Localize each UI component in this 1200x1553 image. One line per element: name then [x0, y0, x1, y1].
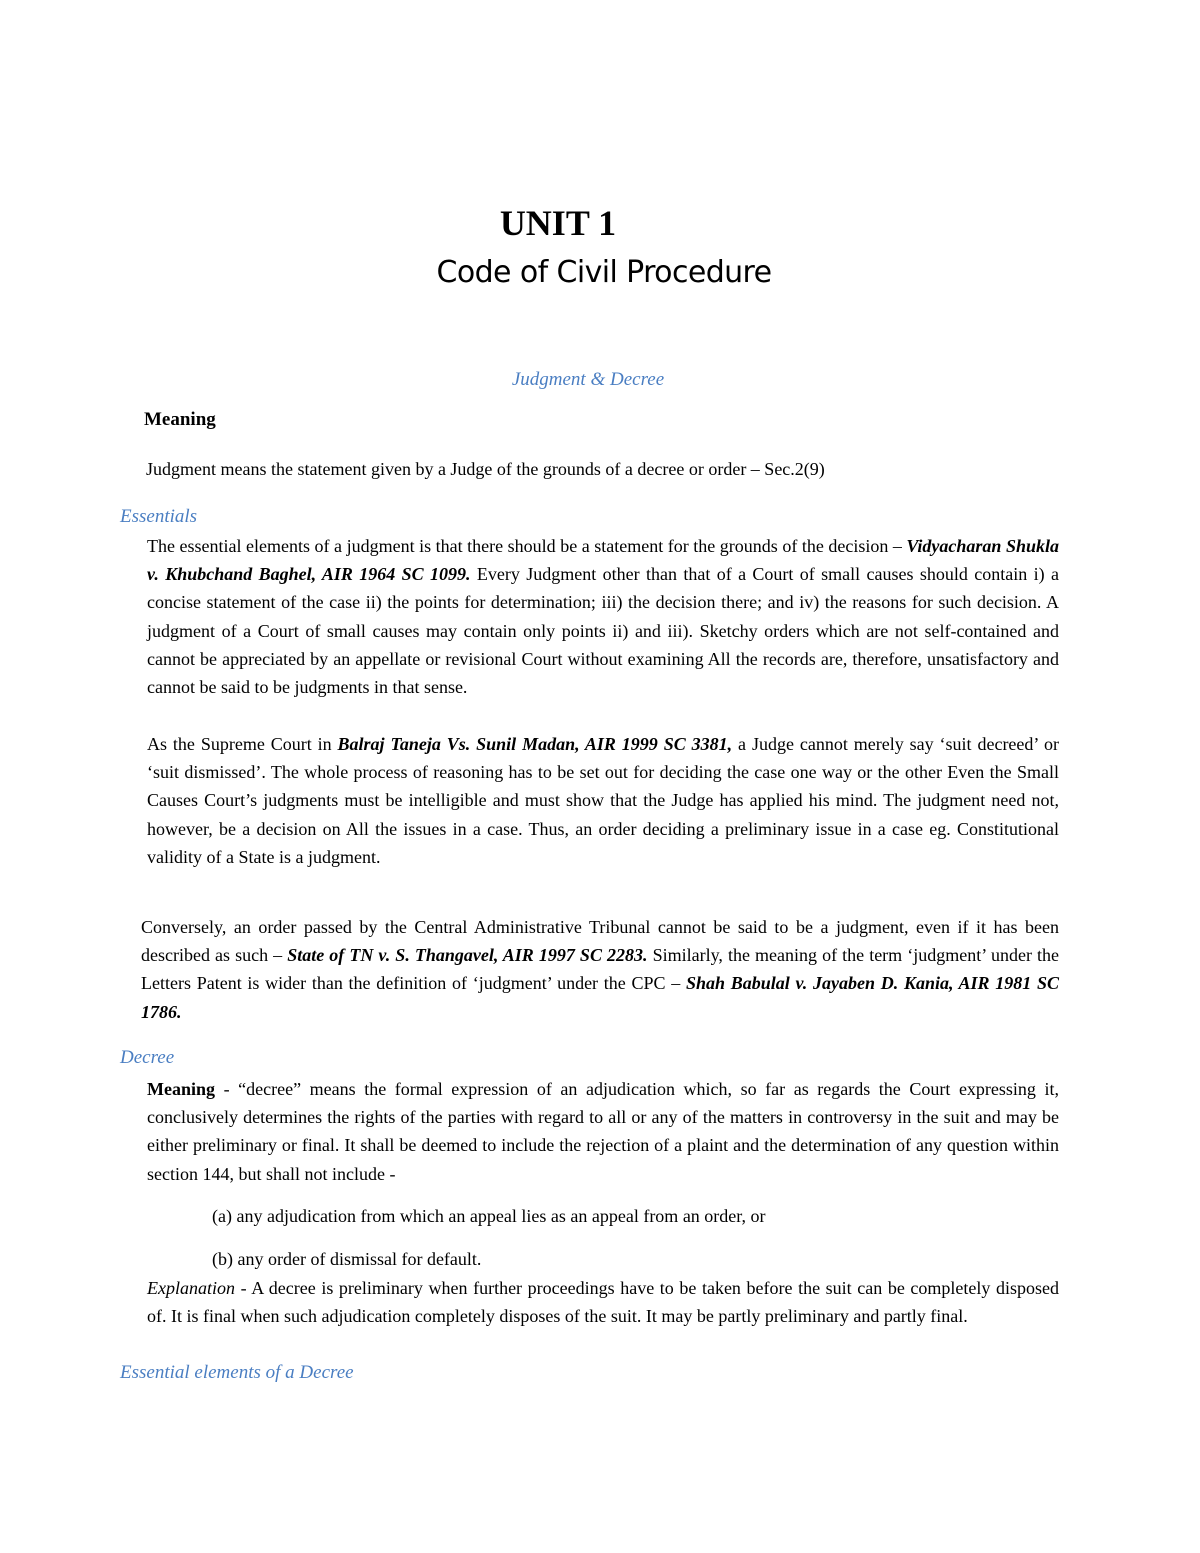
- paragraph-text: - A decree is preliminary when further proceedings have to be taken before the suit can be completely disposed of. It is final when such adjudication completely disposes of the suit. It may be partly preliminary and partly final.: [147, 1278, 1059, 1327]
- decree-meaning-label: Meaning: [147, 1079, 216, 1099]
- paragraph-text: Conversely, an order passed by the Central Administrative Tribunal cannot be said to be a judgment, even if it has been described as such –: [141, 917, 1059, 966]
- decree-meaning-paragraph: [147, 1075, 1059, 1188]
- explanation-paragraph: [147, 1274, 1059, 1330]
- paragraph-text: Every Judgment other than that of a Court of small causes should contain i) a concise statement of the case ii) the points for determination; iii) the decision there; and iv) the reasons for such decision. A judgment of a Court of small causes may contain only points ii) and iii). Sketchy orders which are not self-contained and cannot be appreciated by an appellate or revisional Court without examining All the records are, therefore, unsatisfactory and cannot be said to be judgments in that sense.: [147, 564, 1060, 698]
- paragraph-text: The essential elements of a judgment is that there should be a statement for the grounds of the decision –: [147, 536, 907, 556]
- case-citation: Vidyacharan Shukla v. Khubchand Baghel, AIR 1964 SC 1099.: [147, 536, 1059, 585]
- essentials-paragraph-1: [147, 532, 1059, 701]
- case-citation: Balraj Taneja Vs. Sunil Madan, AIR 1999 SC 3381,: [337, 734, 733, 754]
- essential-elements-heading: Essential elements of a Decree: [120, 1362, 354, 1383]
- exclusion-item-b: (b) any order of dismissal for default.: [212, 1249, 482, 1269]
- unit-title: UNIT 1: [499, 203, 617, 243]
- essentials-paragraph-2: [147, 730, 1059, 871]
- paragraph-text: As the Supreme Court in: [147, 734, 338, 754]
- decree-heading: Decree: [120, 1047, 175, 1068]
- paragraph-text: - “decree” means the formal expression of an adjudication which, so far as regards the Court expressing it, conclusively determines the rights of the parties with regard to all or any of the matters in controversy in the suit and may be either preliminary or final. It shall be deemed to include the rejection of a plaint and the determination of any question within section 144, but shall not include -: [147, 1079, 1059, 1184]
- essentials-paragraph-3: [141, 913, 1059, 1026]
- essentials-heading: Essentials: [120, 506, 198, 527]
- paragraph-text: a Judge cannot merely say ‘suit decreed’ or ‘suit dismissed’. The whole process of reasoning has to be set out for deciding the case one way or the other Even the Small Causes Court’s judgments must be intelligible and must show that the Judge has applied his mind. The judgment need not, however, be a decision on All the issues in a case. Thus, an order deciding a preliminary issue in a case eg. Constitutional validity of a State is a judgment.: [147, 734, 1059, 867]
- meaning-heading: Meaning: [144, 409, 216, 430]
- section-heading-judgment-decree: Judgment & Decree: [511, 369, 665, 390]
- judgment-definition: Judgment means the statement given by a Judge of the grounds of a decree or order – Sec.2(9): [146, 459, 825, 479]
- paragraph-text: Similarly, the meaning of the term ‘judgment’ under the Letters Patent is wider than the definition of ‘judgment’ under the CPC –: [141, 945, 1059, 994]
- explanation-label: Explanation: [147, 1278, 235, 1298]
- case-citation: State of TN v. S. Thangavel, AIR 1997 SC 2283.: [287, 945, 648, 966]
- document-title: Code of Civil Procedure: [436, 255, 772, 290]
- exclusion-item-a: (a) any adjudication from which an appeal lies as an appeal from an order, or: [212, 1206, 766, 1226]
- case-citation: Shah Babulal v. Jayaben D. Kania, AIR 1981 SC 1786.: [141, 973, 1059, 1022]
